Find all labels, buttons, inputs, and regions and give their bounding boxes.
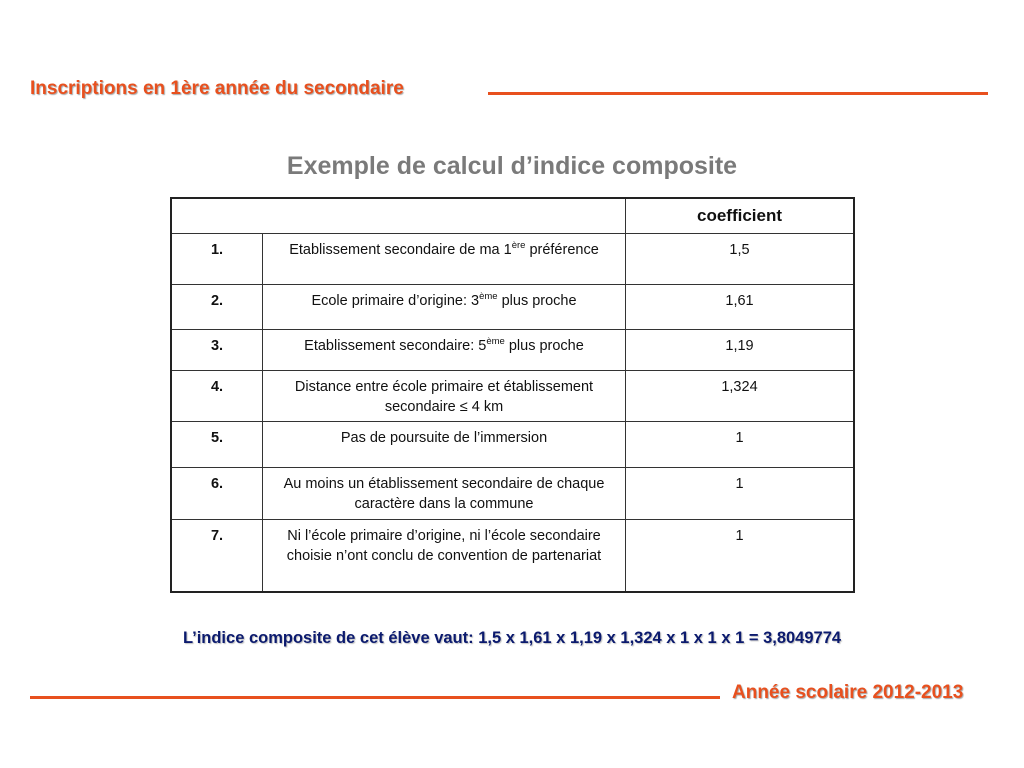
slide-subtitle: Exemple de calcul d’indice composite [286, 152, 738, 180]
header-divider [488, 92, 988, 95]
footer-divider [30, 696, 720, 699]
table-row [171, 371, 854, 422]
row-description: Etablissement secondaire: 5ème plus proche [263, 330, 626, 371]
footer-school-year: Année scolaire 2012-2013 [732, 682, 964, 703]
row-description: Ni l’école primaire d’origine, ni l’école secondaire choisie n’ont conclu de convention de partenariat [263, 520, 626, 592]
coefficient-table [170, 197, 855, 593]
row-number: 2. [171, 285, 263, 330]
page-header-title: Inscriptions en 1ère année du secondaire [30, 78, 404, 99]
table-row [171, 285, 854, 330]
table-row [171, 468, 854, 520]
row-number: 3. [171, 330, 263, 371]
coefficient-header: coefficient [626, 198, 855, 234]
row-number: 7. [171, 520, 263, 592]
row-coefficient: 1 [626, 520, 855, 592]
table-row [171, 422, 854, 468]
row-coefficient: 1,324 [626, 371, 855, 422]
table-header-row [171, 198, 854, 234]
row-description: Etablissement secondaire de ma 1ère préférence [263, 234, 626, 285]
composite-index-result: L’indice composite de cet élève vaut: 1,5 x 1,61 x 1,19 x 1,324 x 1 x 1 x 1 = 3,8049774 [182, 629, 842, 647]
header-empty-cell [171, 198, 626, 234]
row-description: Pas de poursuite de l’immersion [263, 422, 626, 468]
row-number: 1. [171, 234, 263, 285]
row-description: Au moins un établissement secondaire de chaque caractère dans la commune [263, 468, 626, 520]
table-row [171, 234, 854, 285]
row-coefficient: 1,5 [626, 234, 855, 285]
row-description: Ecole primaire d’origine: 3ème plus proche [263, 285, 626, 330]
row-coefficient: 1 [626, 468, 855, 520]
table-row [171, 520, 854, 592]
row-coefficient: 1,61 [626, 285, 855, 330]
row-number: 6. [171, 468, 263, 520]
row-coefficient: 1 [626, 422, 855, 468]
table-row [171, 330, 854, 371]
row-description: Distance entre école primaire et établissement secondaire ≤ 4 km [263, 371, 626, 422]
row-coefficient: 1,19 [626, 330, 855, 371]
row-number: 4. [171, 371, 263, 422]
row-number: 5. [171, 422, 263, 468]
